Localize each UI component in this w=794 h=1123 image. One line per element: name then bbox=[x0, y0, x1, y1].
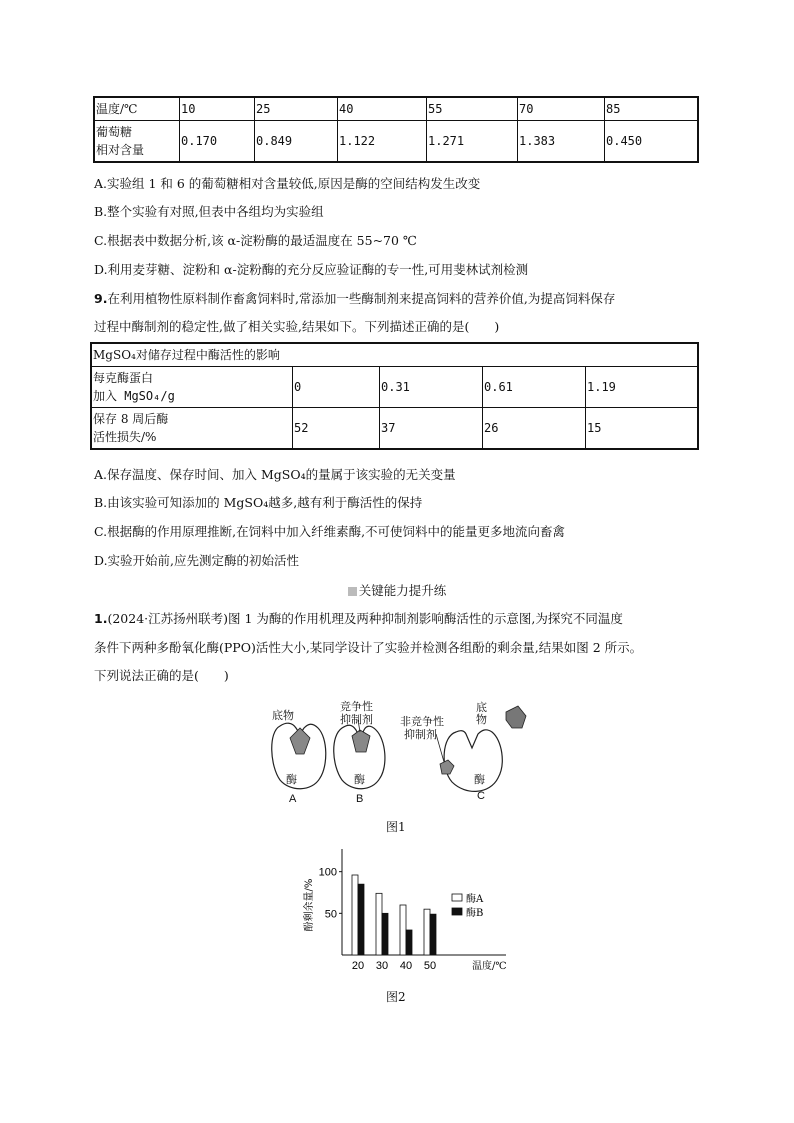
table-label-line: 相对含量 bbox=[96, 143, 145, 157]
bar-enzyme-b bbox=[430, 914, 436, 955]
table-cell: 70 bbox=[518, 97, 605, 121]
x-tick-label: 50 bbox=[423, 960, 437, 972]
table-cell: 0.450 bbox=[605, 121, 699, 163]
legend-label: 酶A bbox=[466, 894, 484, 905]
figure-1-diagram bbox=[260, 694, 550, 806]
panel-label-b: B bbox=[356, 793, 364, 805]
figure-2-chart bbox=[300, 840, 510, 975]
mgso4-table bbox=[90, 342, 699, 450]
competitive-inhibitor-label-2: 抑制剂 bbox=[340, 713, 373, 726]
question-text: 在利用植物性原料制作畜禽饲料时,常添加一些酶制剂来提高饲料的营养价值,为提高饲料保存 bbox=[107, 291, 616, 306]
y-tick-label: 50 bbox=[324, 908, 337, 921]
enzyme-label-a: 酶 bbox=[286, 773, 297, 786]
option-b: B.整个实验有对照,但表中各组均为实验组 bbox=[94, 204, 324, 219]
table-cell: 10 bbox=[180, 97, 255, 121]
option-a: A.实验组 1 和 6 的葡萄糖相对含量较低,原因是酶的空间结构发生改变 bbox=[94, 176, 481, 191]
bar-enzyme-b bbox=[382, 913, 388, 955]
legend-label: 酶B bbox=[466, 908, 484, 919]
table-cell: 0.170 bbox=[180, 121, 255, 163]
section-title-text: 关键能力提升练 bbox=[358, 583, 447, 598]
table-header-cell bbox=[91, 367, 293, 408]
enzyme-label-c: 酶 bbox=[474, 773, 485, 786]
table-cell: 0.849 bbox=[255, 121, 338, 163]
table-row bbox=[91, 367, 698, 408]
y-axis-label: 酚剩余量/% bbox=[304, 878, 315, 932]
question-9-line1 bbox=[94, 290, 615, 308]
table-cell: 1.383 bbox=[518, 121, 605, 163]
table-label-line: 每克酶蛋白 bbox=[93, 371, 154, 385]
question-text: (2024·江苏扬州联考)图 1 为酶的作用机理及两种抑制剂影响酶活性的示意图,为探究不同温度 bbox=[107, 611, 623, 626]
substrate-c-shape bbox=[506, 706, 526, 728]
table-cell: 15 bbox=[586, 408, 699, 450]
table-row bbox=[91, 408, 698, 450]
table-cell: 37 bbox=[380, 408, 483, 450]
table-cell: 1.271 bbox=[427, 121, 518, 163]
section-icon bbox=[348, 587, 357, 596]
option-d: D.实验开始前,应先测定酶的初始活性 bbox=[94, 553, 300, 568]
bar-enzyme-b bbox=[406, 930, 412, 955]
temperature-table bbox=[93, 96, 699, 163]
table-label-line: 葡萄糖 bbox=[96, 125, 133, 139]
table-label-line: 保存 8 周后酶 bbox=[93, 412, 169, 426]
table-cell: 1.19 bbox=[586, 367, 699, 408]
table-cell: 26 bbox=[483, 408, 586, 450]
table-cell: 1.122 bbox=[338, 121, 427, 163]
bar-enzyme-a bbox=[400, 905, 406, 955]
table-cell: 25 bbox=[255, 97, 338, 121]
section-title bbox=[0, 581, 794, 599]
question-9-line2: 过程中酶制剂的稳定性,做了相关实验,结果如下。下列描述正确的是( ) bbox=[94, 319, 500, 334]
question-1-line1 bbox=[94, 610, 623, 628]
option-a: A.保存温度、保存时间、加入 MgSO₄的量属于该实验的无关变量 bbox=[94, 467, 456, 482]
legend-swatch bbox=[452, 894, 462, 901]
substrate-label: 底物 bbox=[272, 709, 294, 722]
competitive-inhibitor-label-1: 竞争性 bbox=[340, 700, 373, 713]
bar-enzyme-a bbox=[376, 893, 382, 955]
question-1-line2: 条件下两种多酚氧化酶(PPO)活性大小,某同学设计了实验并检测各组酚的剩余量,结果如图 2 所示。 bbox=[94, 640, 643, 655]
table-cell: 52 bbox=[293, 408, 380, 450]
figure-1-caption: 图1 bbox=[386, 820, 406, 834]
enzyme-label-b: 酶 bbox=[354, 773, 365, 786]
bar-enzyme-a bbox=[352, 875, 358, 955]
table-label-line: 加入 MgSO₄/g bbox=[93, 389, 175, 403]
table-row bbox=[94, 121, 698, 163]
table-label-line: 活性损失/% bbox=[93, 430, 157, 444]
table-cell: 55 bbox=[427, 97, 518, 121]
table-cell: 0 bbox=[293, 367, 380, 408]
table-header-cell bbox=[94, 121, 180, 163]
panel-label-a: A bbox=[289, 793, 297, 805]
option-c: C.根据表中数据分析,该 α-淀粉酶的最适温度在 55~70 ℃ bbox=[94, 233, 417, 248]
question-1-line3: 下列说法正确的是( ) bbox=[94, 668, 229, 683]
bar-enzyme-a bbox=[424, 909, 430, 955]
panel-label-c: C bbox=[477, 790, 485, 802]
table-header-cell: 温度/℃ bbox=[94, 97, 180, 121]
pointer-line bbox=[436, 734, 444, 762]
x-tick-label: 40 bbox=[399, 960, 413, 972]
y-tick-label: 100 bbox=[318, 866, 337, 879]
legend-swatch bbox=[452, 908, 462, 915]
x-tick-label: 20 bbox=[351, 960, 365, 972]
table-cell: 85 bbox=[605, 97, 699, 121]
substrate-c-label: 底物 bbox=[476, 701, 487, 726]
noncompetitive-inhibitor-label-1: 非竞争性 bbox=[400, 715, 444, 728]
option-d: D.利用麦芽糖、淀粉和 α-淀粉酶的充分反应验证酶的专一性,可用斐林试剂检测 bbox=[94, 262, 529, 277]
x-tick-label: 30 bbox=[375, 960, 389, 972]
table-row bbox=[94, 97, 698, 121]
option-c: C.根据酶的作用原理推断,在饲料中加入纤维素酶,不可使饲料中的能量更多地流向畜禽 bbox=[94, 524, 566, 539]
table-cell: 0.31 bbox=[380, 367, 483, 408]
option-b: B.由该实验可知添加的 MgSO₄越多,越有利于酶活性的保持 bbox=[94, 495, 423, 510]
question-number: 1. bbox=[94, 611, 108, 626]
figure-2-caption: 图2 bbox=[386, 990, 406, 1004]
table-row bbox=[91, 343, 698, 367]
table-title: MgSO₄对储存过程中酶活性的影响 bbox=[91, 343, 698, 367]
bar-enzyme-b bbox=[358, 884, 364, 955]
x-axis-label: 温度/℃ bbox=[472, 961, 507, 972]
noncompetitive-inhibitor-label-2: 抑制剂 bbox=[404, 728, 437, 741]
question-number: 9. bbox=[94, 291, 108, 306]
table-header-cell bbox=[91, 408, 293, 450]
table-cell: 40 bbox=[338, 97, 427, 121]
table-cell: 0.61 bbox=[483, 367, 586, 408]
